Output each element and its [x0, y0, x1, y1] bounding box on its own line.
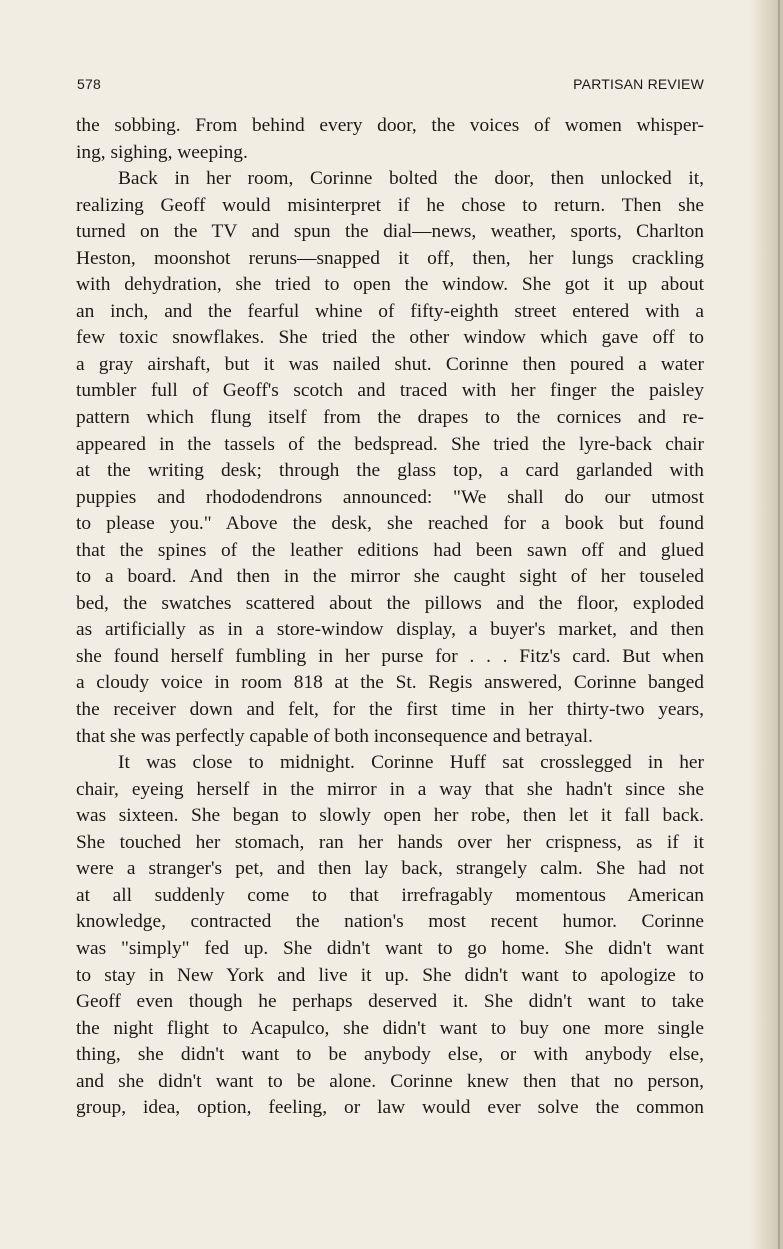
text-line: realizing Geoff would misinterpret if he chose to return. Then she: [76, 194, 704, 216]
body-text: [76, 113, 704, 1122]
text-line: chair, eyeing herself in the mirror in a way that she hadn't since she: [76, 778, 704, 800]
text-line: ing, sighing, weeping.: [76, 141, 248, 163]
text-line: to a board. And then in the mirror she caught sight of her touseled: [76, 566, 704, 588]
text-line: was sixteen. She began to slowly open her robe, then let it fall back.: [76, 805, 704, 827]
text-line: bed, the swatches scattered about the pillows and the floor, exploded: [76, 592, 704, 614]
text-line: the sobbing. From behind every door, the voices of women whisper-: [76, 115, 704, 136]
text-line: that the spines of the leather editions had been sawn off and glued: [76, 539, 704, 561]
text-line: the night flight to Acapulco, she didn't want to buy one more single: [76, 1017, 704, 1039]
text-line: she found herself fumbling in her purse for . . . Fitz's card. But when: [76, 645, 704, 667]
text-line: an inch, and the fearful whine of fifty-eighth street entered with a: [76, 300, 704, 322]
paragraph-start-line: It was close to midnight. Corinne Huff sat crosslegged in her: [118, 752, 704, 774]
text-line: with dehydration, she tried to open the window. She got it up about: [76, 274, 704, 296]
text-line: thing, she didn't want to be anybody else, or with anybody else,: [76, 1044, 704, 1066]
text-line: was "simply" fed up. She didn't want to go home. She didn't want: [76, 937, 704, 959]
text-line: She touched her stomach, ran her hands over her crispness, as if it: [76, 831, 704, 853]
text-line: appeared in the tassels of the bedspread. She tried the lyre-back chair: [76, 433, 704, 455]
text-line: at all suddenly come to that irrefragably momentous American: [76, 884, 704, 906]
text-line: a cloudy voice in room 818 at the St. Regis answered, Corinne banged: [76, 672, 704, 694]
text-line: turned on the TV and spun the dial—news, weather, sports, Charlton: [76, 221, 704, 243]
page-number: 578: [77, 76, 101, 92]
text-line: to stay in New York and live it up. She didn't want to apologize to: [76, 964, 704, 986]
running-head: [77, 76, 704, 96]
text-line: that she was perfectly capable of both inconsequence and betrayal.: [76, 725, 593, 747]
text-line: at the writing desk; through the glass top, a card garlanded with: [76, 460, 704, 482]
page-edge: [778, 0, 780, 1249]
text-line: group, idea, option, feeling, or law would ever solve the common: [76, 1097, 704, 1119]
text-line: tumbler full of Geoff's scotch and traced with her finger the paisley: [76, 380, 704, 402]
text-line: Heston, moonshot reruns—snapped it off, then, her lungs crackling: [76, 247, 704, 269]
text-line: Geoff even though he perhaps deserved it. She didn't want to take: [76, 991, 704, 1013]
text-line: and she didn't want to be alone. Corinne knew then that no person,: [76, 1070, 704, 1092]
text-line: knowledge, contracted the nation's most recent humor. Corinne: [76, 911, 704, 933]
text-line: few toxic snowflakes. She tried the other window which gave off to: [76, 327, 704, 349]
text-line: pattern which flung itself from the drapes to the cornices and re-: [76, 407, 704, 429]
text-line: as artificially as in a store-window display, a buyer's market, and then: [76, 619, 704, 641]
text-line: the receiver down and felt, for the first time in her thirty-two years,: [76, 699, 704, 721]
paragraph-start-line: Back in her room, Corinne bolted the door, then unlocked it,: [118, 168, 704, 190]
text-line: a gray airshaft, but it was nailed shut. Corinne then poured a water: [76, 353, 704, 375]
journal-title: PARTISAN REVIEW: [573, 76, 704, 92]
text-line: puppies and rhododendrons announced: "We shall do our utmost: [76, 486, 704, 508]
text-line: to please you." Above the desk, she reached for a book but found: [76, 513, 704, 535]
text-line: were a stranger's pet, and then lay back, strangely calm. She had not: [76, 858, 704, 880]
